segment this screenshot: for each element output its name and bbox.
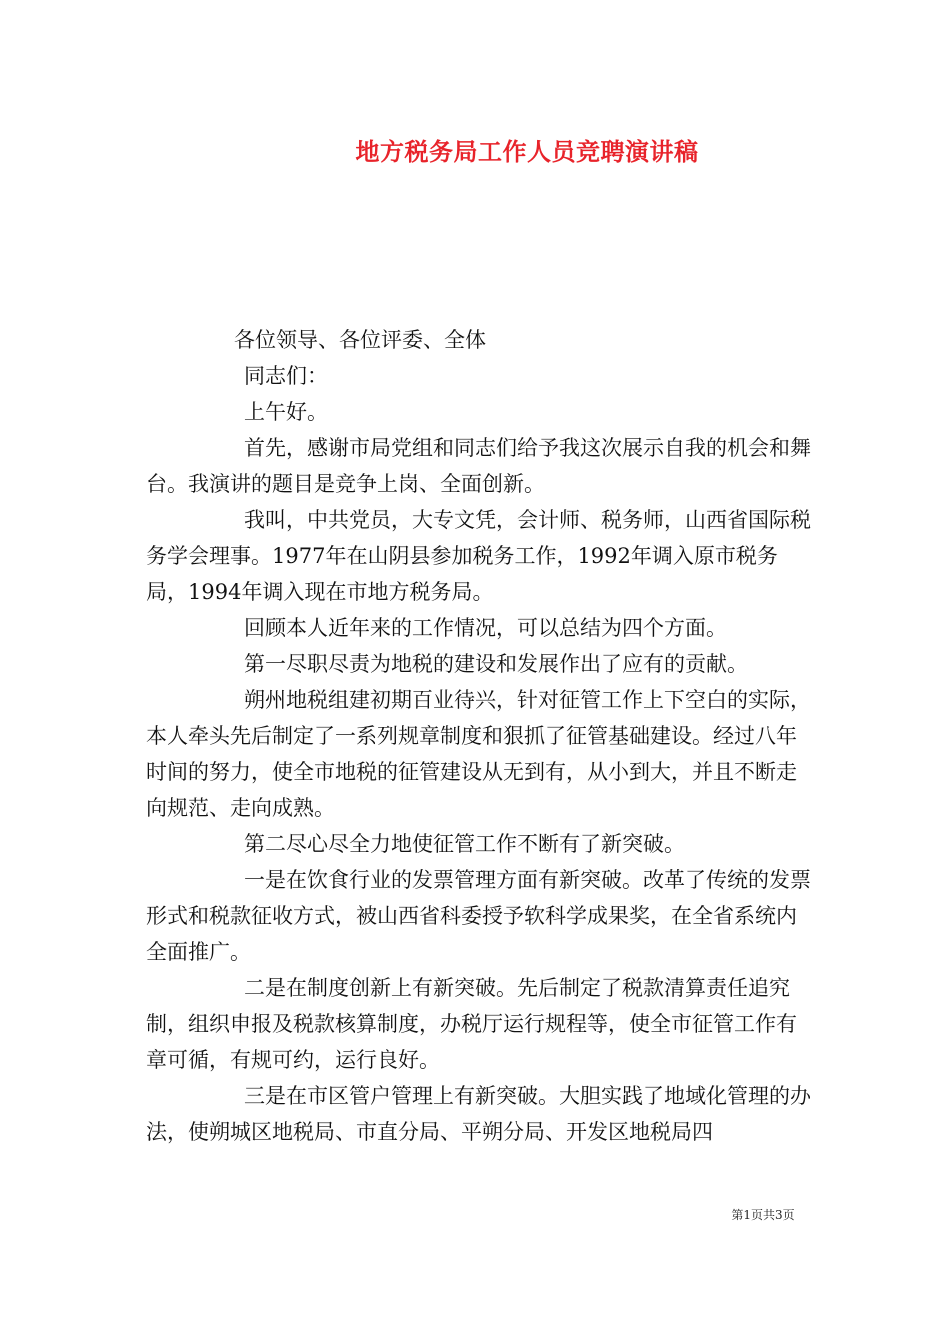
paragraph: 三是在市区管户管理上有新突破。大胆实践了地域化管理的办法，使朔城区地税局、市直分局、平朔分局、开发区地税局四 (146, 1084, 811, 1144)
paragraph-salutation-2: 同志们： (244, 364, 328, 388)
paragraph: 第二尽心尽全力地使征管工作不断有了新突破。 (244, 832, 685, 856)
paragraph: 第一尽职尽责为地税的建设和发展作出了应有的贡献。 (244, 652, 748, 676)
paragraph: 我叫，中共党员，大专文凭，会计师、税务师，山西省国际税务学会理事。1977年在山阴县参加税务工作，1992年调入原市税务局，1994年调入现在市地方税务局。 (146, 508, 811, 604)
paragraph: 回顾本人近年来的工作情况，可以总结为四个方面。 (244, 616, 727, 640)
paragraph: 首先，感谢市局党组和同志们给予我这次展示自我的机会和舞台。我演讲的题目是竞争上岗、全面创新。 (146, 436, 811, 496)
page-number-footer: 第1页共3页 (731, 1208, 795, 1222)
paragraph-greeting: 上午好。 (244, 400, 328, 424)
document-title: 地方税务局工作人员竞聘演讲稿 (355, 137, 699, 166)
paragraph: 一是在饮食行业的发票管理方面有新突破。改革了传统的发票形式和税款征收方式，被山西省科委授予软科学成果奖，在全省系统内全面推广。 (146, 868, 811, 964)
paragraph: 二是在制度创新上有新突破。先后制定了税款清算责任追究制，组织申报及税款核算制度，办税厅运行规程等，使全市征管工作有章可循，有规可约，运行良好。 (146, 976, 797, 1072)
paragraph: 朔州地税组建初期百业待兴，针对征管工作上下空白的实际，本人牵头先后制定了一系列规章制度和狠抓了征管基础建设。经过八年时间的努力，使全市地税的征管建设从无到有，从小到大，并且不断走向规范、走向成熟。 (146, 688, 811, 820)
paragraph-salutation-1: 各位领导、各位评委、全体 (234, 328, 486, 352)
document-body (146, 322, 812, 1150)
